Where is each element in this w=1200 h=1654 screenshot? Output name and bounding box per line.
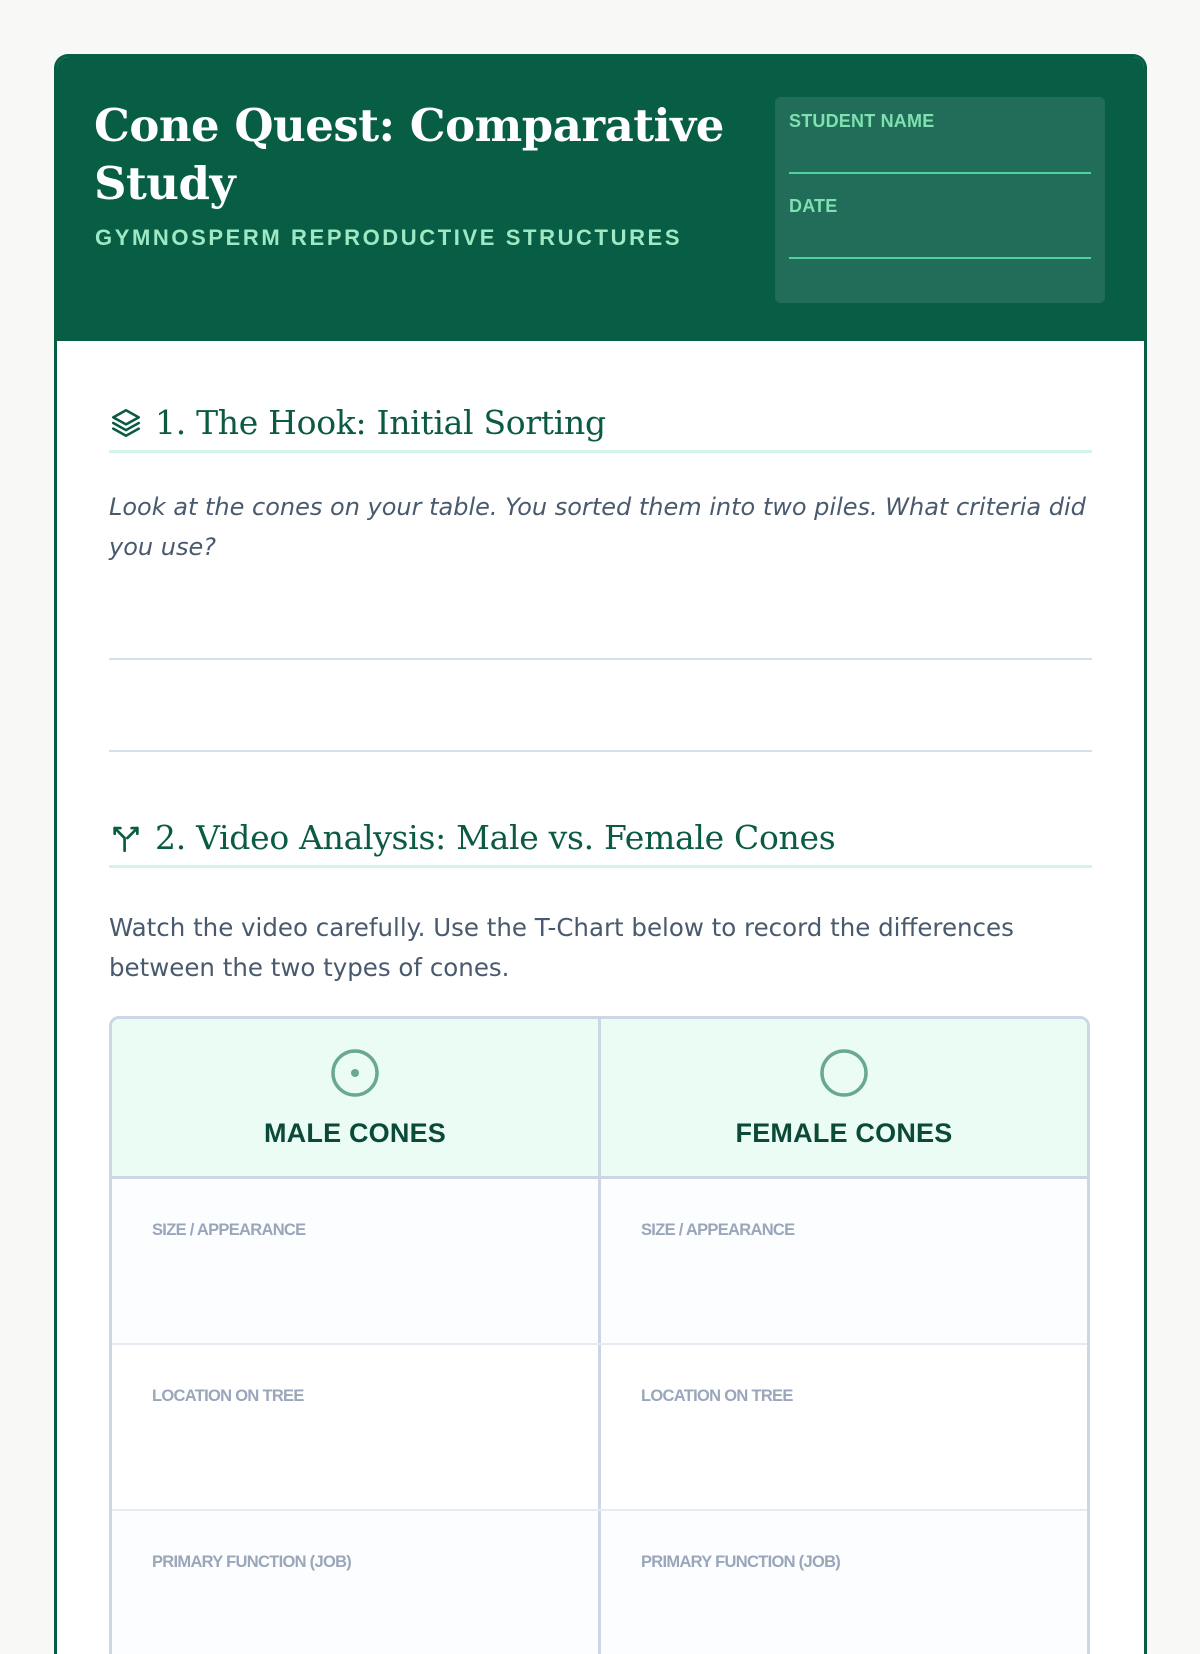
worksheet [54, 54, 1147, 1654]
split-arrows-icon [109, 821, 143, 855]
cell-label: SIZE / APPEARANCE [152, 1221, 306, 1239]
section-1-title: 1. The Hook: Initial Sorting [155, 403, 606, 442]
date-field[interactable] [789, 217, 1091, 259]
male-cones-title: MALE CONES [263, 1118, 446, 1148]
t-chart-body [112, 1179, 1087, 1654]
t-chart-row [112, 1345, 1087, 1511]
circle-dot-icon [329, 1047, 381, 1104]
cell-label: SIZE / APPEARANCE [641, 1221, 795, 1239]
section-2-prompt: Watch the video carefully. Use the T-Chart below to record the differences between the two types of cones. [109, 913, 1014, 982]
cell-label: LOCATION ON TREE [641, 1387, 793, 1405]
student-info-box [775, 97, 1105, 303]
cell-label: PRIMARY FUNCTION (JOB) [641, 1553, 841, 1571]
answer-line[interactable] [109, 660, 1092, 752]
worksheet-header [57, 57, 1144, 341]
male-location-cell[interactable] [112, 1345, 601, 1509]
page-title: Cone Quest: Comparative Study [94, 99, 724, 210]
section-2-title: 2. Video Analysis: Male vs. Female Cones [155, 818, 836, 857]
cell-label: LOCATION ON TREE [152, 1387, 304, 1405]
male-function-cell[interactable] [112, 1511, 601, 1654]
t-chart-header [112, 1019, 1087, 1179]
page-subtitle: GYMNOSPERM REPRODUCTIVE STRUCTURES [95, 225, 683, 250]
circle-icon [818, 1047, 870, 1104]
female-size-cell[interactable] [601, 1179, 1087, 1343]
section-1-prompt: Look at the cones on your table. You sorted them into two piles. What criteria did you use? [109, 493, 1086, 561]
male-cones-column-header [112, 1019, 601, 1176]
t-chart-row [112, 1511, 1087, 1654]
female-location-cell[interactable] [601, 1345, 1087, 1509]
section-2-heading [109, 810, 1092, 868]
cell-label: PRIMARY FUNCTION (JOB) [152, 1553, 352, 1571]
worksheet-content [57, 395, 1144, 1654]
layers-icon [109, 406, 143, 440]
t-chart [109, 1016, 1090, 1654]
female-cones-title: FEMALE CONES [735, 1118, 953, 1148]
date-label: DATE [789, 196, 838, 216]
student-name-field[interactable] [789, 132, 1091, 174]
male-size-cell[interactable] [112, 1179, 601, 1343]
female-cones-column-header [601, 1019, 1087, 1176]
t-chart-row [112, 1179, 1087, 1345]
student-name-label: STUDENT NAME [789, 111, 935, 131]
answer-line[interactable] [109, 567, 1092, 660]
section-1-heading [109, 395, 1092, 453]
female-function-cell[interactable] [601, 1511, 1087, 1654]
